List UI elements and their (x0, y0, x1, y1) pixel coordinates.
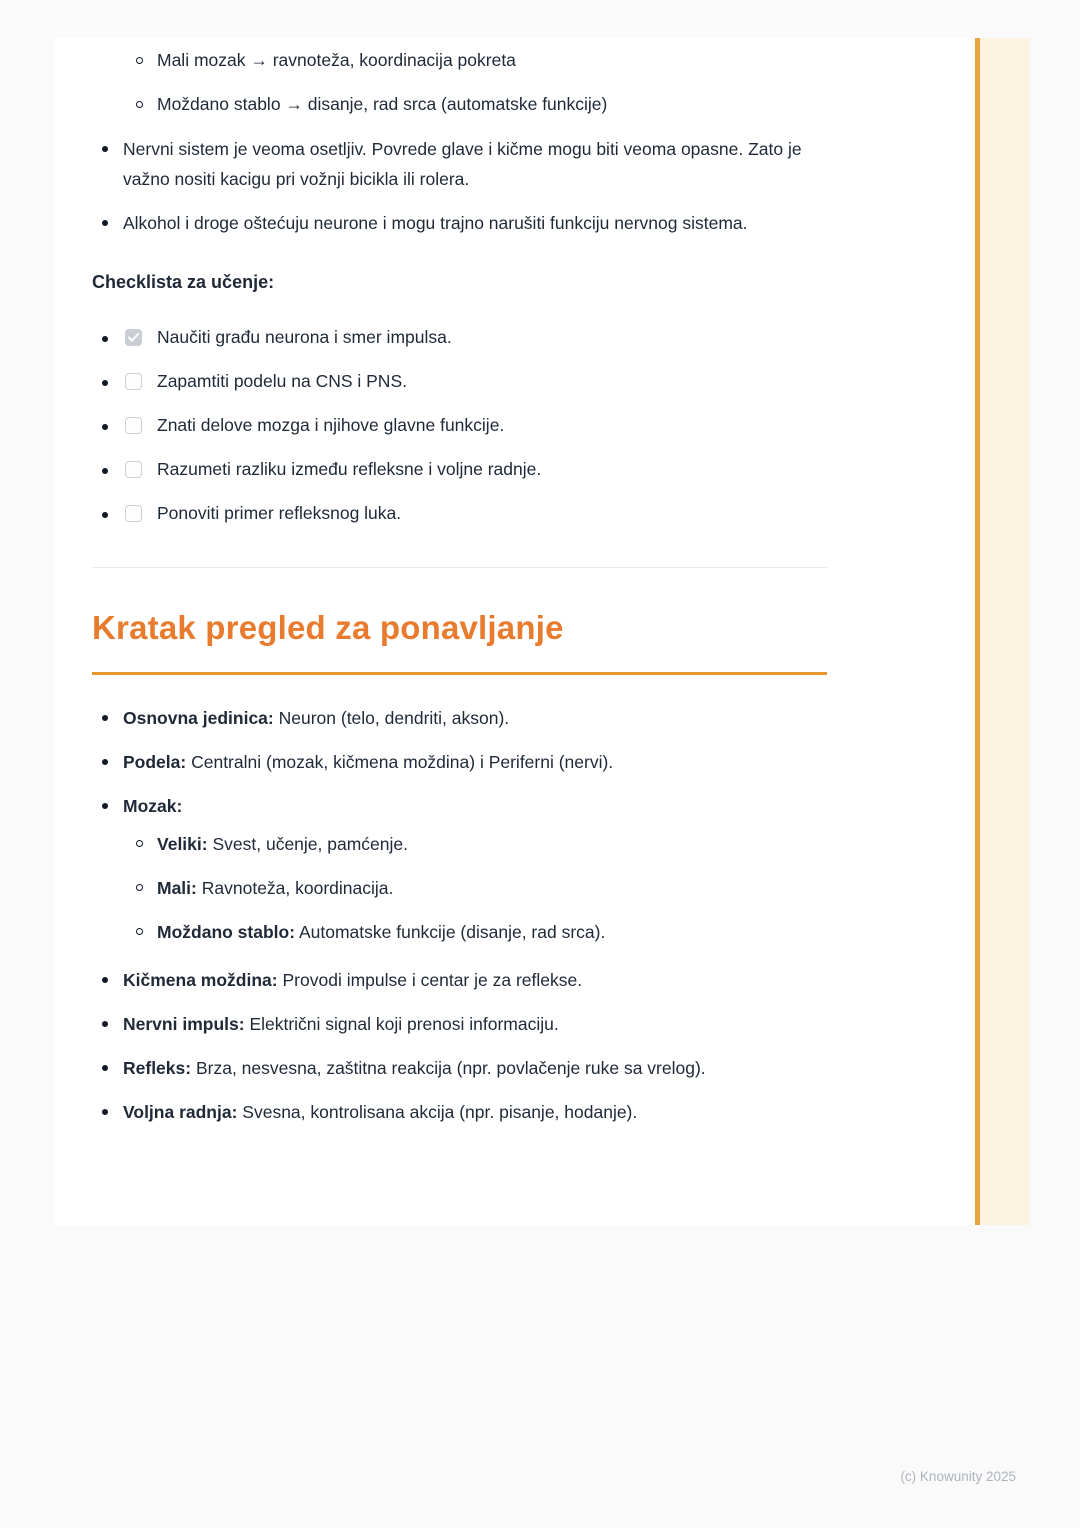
checklist-item (92, 368, 827, 395)
bullet-icon (102, 468, 108, 474)
term-label: Mozak: (123, 796, 183, 816)
checklist-item (92, 456, 827, 483)
circle-bullet-icon (136, 928, 143, 935)
term-text: Automatske funkcije (disanje, rad srca). (298, 922, 606, 942)
bullet-icon (102, 1065, 108, 1071)
term-label: Podela: (123, 752, 187, 772)
checkbox-unchecked-icon[interactable] (125, 417, 142, 434)
bullet-icon (102, 977, 108, 983)
checklist-item (92, 412, 827, 439)
term-text: Brza, nesvesna, zaštitna reakcija (npr. povlačenje ruke sa vrelog). (195, 1058, 706, 1078)
checkbox-unchecked-icon[interactable] (125, 373, 142, 390)
document-content (92, 38, 827, 1141)
bullet-icon (102, 146, 108, 152)
bullet-icon (102, 336, 108, 342)
checklist-item (92, 500, 827, 527)
summary-list (92, 703, 827, 1127)
term-text: Ravnoteža, koordinacija. (201, 878, 394, 898)
circle-bullet-icon (136, 57, 143, 64)
list-item (92, 1009, 827, 1039)
list-item (92, 703, 827, 733)
list-item (92, 747, 827, 777)
bullet-icon (102, 424, 108, 430)
list-item (92, 791, 827, 947)
bullet-icon (102, 380, 108, 386)
bullet-icon (102, 759, 108, 765)
document-card (55, 38, 1030, 1225)
section-title: Kratak pregled za ponavljanje (92, 609, 564, 646)
bullet-icon (102, 715, 108, 721)
learning-checklist (92, 324, 827, 527)
circle-bullet-icon (136, 884, 143, 891)
bullet-icon (102, 512, 108, 518)
checklist-item-text: Ponoviti primer refleksnog luka. (157, 503, 402, 523)
list-item-text: Mali mozak → ravnoteža, koordinacija pokreta (157, 50, 516, 70)
checklist-item-text: Zapamtiti podelu na CNS i PNS. (157, 371, 407, 391)
checkbox-checked-icon[interactable] (125, 329, 142, 346)
checklist-item-text: Naučiti građu neurona i smer impulsa. (157, 327, 452, 347)
term-label: Nervni impuls: (123, 1014, 245, 1034)
checklist-heading: Checklista za učenje: (92, 272, 275, 292)
checklist-item-text: Znati delove mozga i njihove glavne funkcije. (157, 415, 505, 435)
checkbox-unchecked-icon[interactable] (125, 461, 142, 478)
accent-strip (980, 38, 1030, 1225)
list-item (126, 90, 827, 119)
circle-bullet-icon (136, 840, 143, 847)
term-label: Kičmena moždina: (123, 970, 278, 990)
term-label: Mali: (157, 878, 197, 898)
bullet-icon (102, 1109, 108, 1115)
bullet-icon (102, 1021, 108, 1027)
term-text: Svest, učenje, pamćenje. (212, 834, 408, 854)
checkbox-unchecked-icon[interactable] (125, 505, 142, 522)
term-label: Veliki: (157, 834, 208, 854)
list-item (92, 134, 827, 194)
term-text: Svesna, kontrolisana akcija (npr. pisanje, hodanje). (242, 1102, 638, 1122)
term-text: Neuron (telo, dendriti, akson). (278, 708, 510, 728)
brain-parts-sublist (126, 46, 827, 119)
term-text: Električni signal koji prenosi informaciju. (249, 1014, 559, 1034)
list-item (92, 965, 827, 995)
list-item (92, 1053, 827, 1083)
term-text: Centralni (mozak, kičmena moždina) i Periferni (nervi). (191, 752, 614, 772)
list-item (92, 1097, 827, 1127)
list-item (126, 829, 827, 859)
intro-bullet-list (92, 134, 827, 238)
term-label: Refleks: (123, 1058, 192, 1078)
divider (92, 567, 827, 568)
circle-bullet-icon (136, 101, 143, 108)
list-item-text: Nervni sistem je veoma osetljiv. Povrede glave i kičme mogu biti veoma opasne. Zato je važno nositi kacigu pri vožnji bicikla ili rolera. (123, 139, 802, 189)
term-text: Provodi impulse i centar je za reflekse. (282, 970, 583, 990)
list-item-text: Alkohol i droge oštećuju neurone i mogu trajno narušiti funkciju nervnog sistema. (123, 213, 748, 233)
list-item (126, 873, 827, 903)
term-label: Moždano stablo: (157, 922, 296, 942)
list-item (126, 917, 827, 947)
list-item (126, 46, 827, 75)
bullet-icon (102, 803, 108, 809)
list-item-text: Moždano stablo → disanje, rad srca (automatske funkcije) (157, 94, 608, 114)
copyright: (c) Knowunity 2025 (900, 1469, 1016, 1484)
list-item (92, 208, 827, 238)
checklist-item (92, 324, 827, 351)
term-label: Osnovna jedinica: (123, 708, 274, 728)
brain-sublist (126, 829, 827, 947)
term-label: Voljna radnja: (123, 1102, 238, 1122)
checklist-item-text: Razumeti razliku između refleksne i voljne radnje. (157, 459, 542, 479)
title-underline (92, 672, 827, 675)
bullet-icon (102, 220, 108, 226)
